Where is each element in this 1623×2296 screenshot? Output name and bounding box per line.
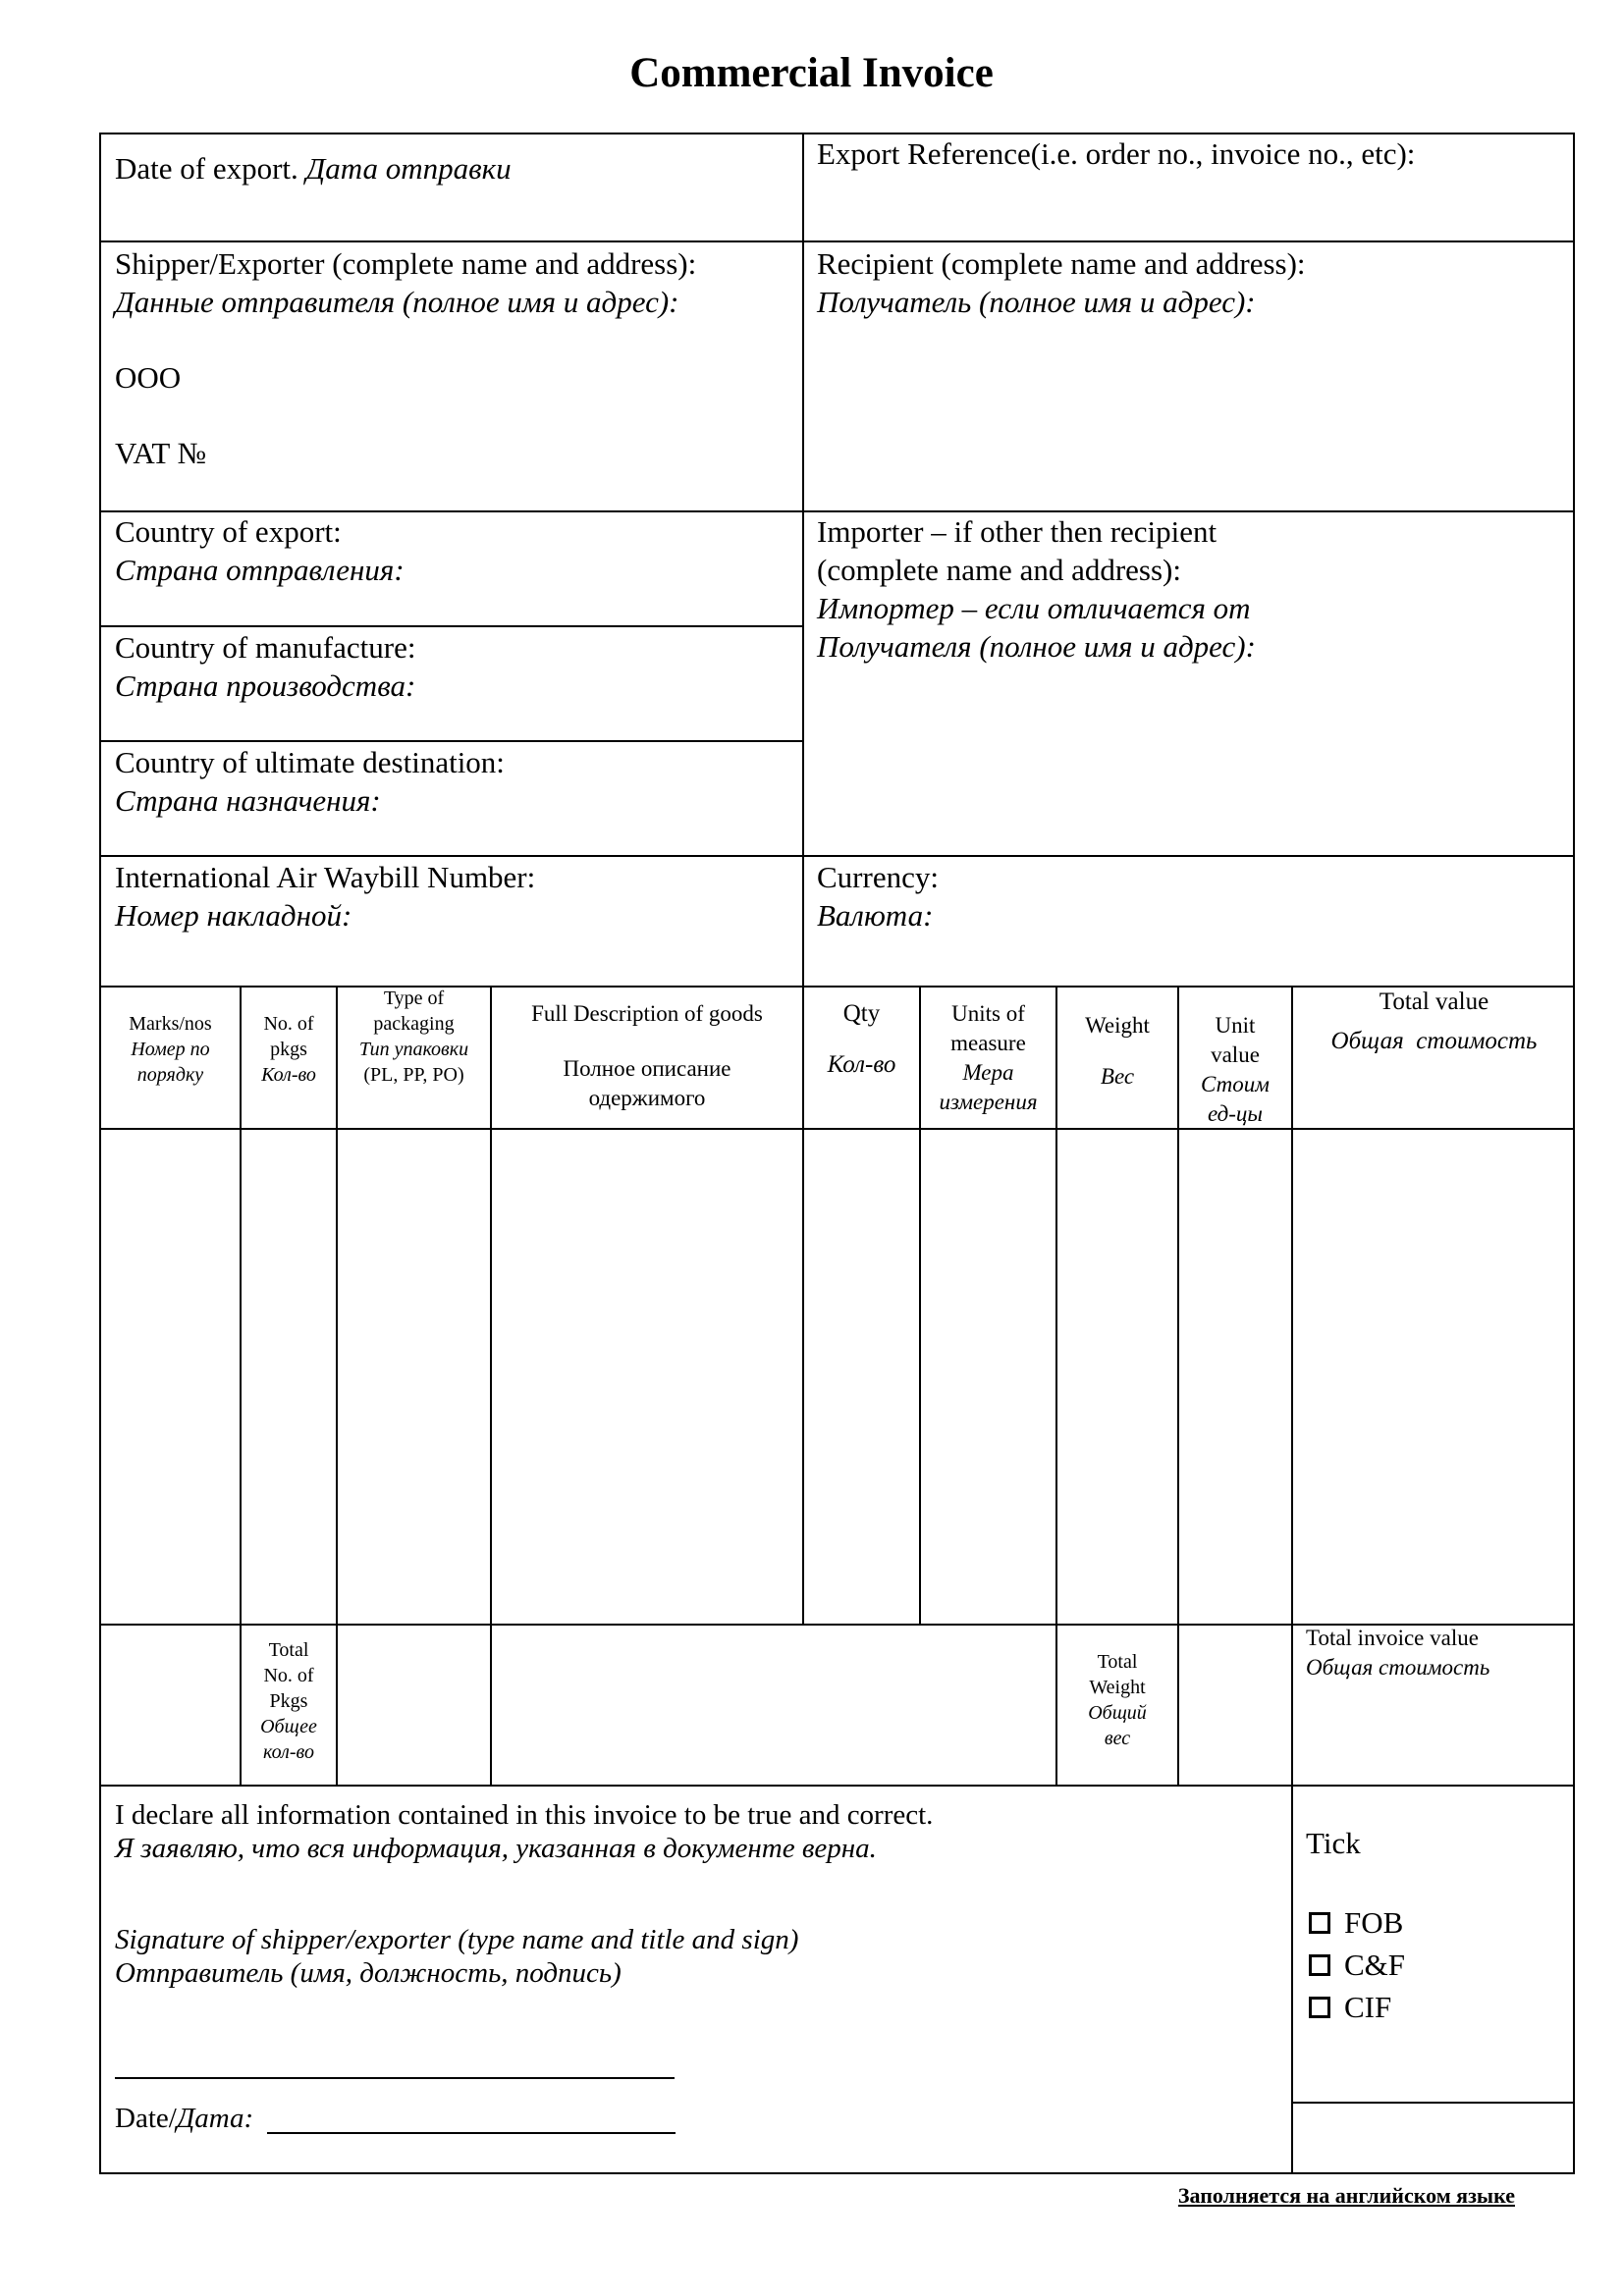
recipient-label-ru: Получатель (полное имя и адрес): [817,285,1256,319]
col-header-unit-value: Unit value Стоим ед-цы [1201,1013,1270,1126]
date-of-export-label [115,149,512,187]
tick-option-cif[interactable]: CIF [1309,1988,1391,2026]
divider [99,625,802,627]
country-export-label-en: Country of export: [115,514,342,549]
col-header-packaging: Type of packaging Тип упаковки (PL, PP, PO) [358,988,469,1086]
shipper-vat: VAT № [115,436,207,470]
col-header-marks: Marks/nos Номер по порядку [129,1013,212,1086]
divider [1291,2102,1575,2104]
shipper-label-ru: Данные отправителя (полное имя и адрес): [115,285,679,319]
divider [99,240,1575,242]
date-of-export-en: Date of export. [115,151,298,186]
invoice-frame [99,133,1575,2174]
recipient-label-en: Recipient (complete name and address): [817,246,1306,281]
shipper-label-en: Shipper/Exporter (complete name and address): [115,246,697,281]
waybill-label-en: International Air Waybill Number: [115,860,536,894]
document-title: Commercial Invoice [629,50,994,96]
importer-label-ru-1: Импортер – если отличается от [817,591,1251,625]
tick-option-fob[interactable]: FOB [1309,1903,1403,1942]
importer-label-en-1: Importer – if other then recipient [817,514,1217,549]
footer-note: Заполняется на английском языке [1177,2183,1515,2208]
declaration-en: I declare all information contained in this invoice to be true and correct. [115,1799,934,1831]
waybill-label-ru: Номер накладной: [115,898,352,933]
declaration-ru: Я заявляю, что вся информация, указанная в документе верна. [115,1833,877,1864]
col-header-units: Units of measure Мера измерения [939,1001,1038,1114]
country-destination-label-ru: Страна назначения: [115,783,381,818]
importer-label-ru-2: Получателя (полное имя и адрес): [817,629,1256,664]
divider [802,986,804,1624]
col-header-qty: Qty Кол-во [827,1000,896,1078]
checkbox-fob[interactable] [1309,1912,1330,1934]
tick-option-cf[interactable]: C&F [1309,1946,1405,1984]
date-of-export-ru: Дата отправки [305,151,512,186]
currency-label-ru: Валюта: [817,898,934,933]
currency-label-en: Currency: [817,860,939,894]
shipper-company: ООО [115,360,182,395]
divider [99,740,802,742]
col-header-description: Full Description of goods Полное описание одержимого [531,1001,763,1110]
country-export-label-ru: Страна отправления: [115,553,405,587]
country-manufacture-label-ru: Страна производства: [115,668,416,703]
checkbox-cf[interactable] [1309,1954,1330,1976]
country-destination-label-en: Country of ultimate destination: [115,745,505,779]
total-invoice-label: Total invoice value Общая стоимость [1306,1626,1490,1680]
signature-label-en: Signature of shipper/exporter (type name and title and sign) [115,1924,799,1955]
checkbox-cif[interactable] [1309,1997,1330,2018]
total-pkgs-label: Total No. of Pkgs Общее кол-во [260,1639,317,1763]
divider [802,133,804,988]
col-header-total-value: Total value Общая стоимость [1330,988,1538,1054]
importer-label-en-2: (complete name and address): [817,553,1181,587]
divider [1291,986,1293,2174]
divider [336,986,338,1785]
divider [99,1785,1575,1787]
tick-label: Tick [1306,1826,1361,1860]
col-header-weight: Weight Вес [1085,1013,1150,1089]
signature-label-ru: Отправитель (имя, должность, подпись) [115,1957,622,1989]
total-weight-label: Total Weight Общий вес [1088,1651,1147,1749]
col-header-pkgs: No. of pkgs Кол-во [261,1013,316,1086]
country-manufacture-label-en: Country of manufacture: [115,630,416,665]
divider [99,1128,1575,1130]
date-line[interactable] [267,2132,676,2134]
date-line-label: Date/Дата: [115,2103,254,2134]
divider [99,855,1575,857]
signature-line[interactable] [115,2077,675,2079]
export-reference-label: Export Reference(i.e. order no., invoice no., etc): [817,136,1416,171]
